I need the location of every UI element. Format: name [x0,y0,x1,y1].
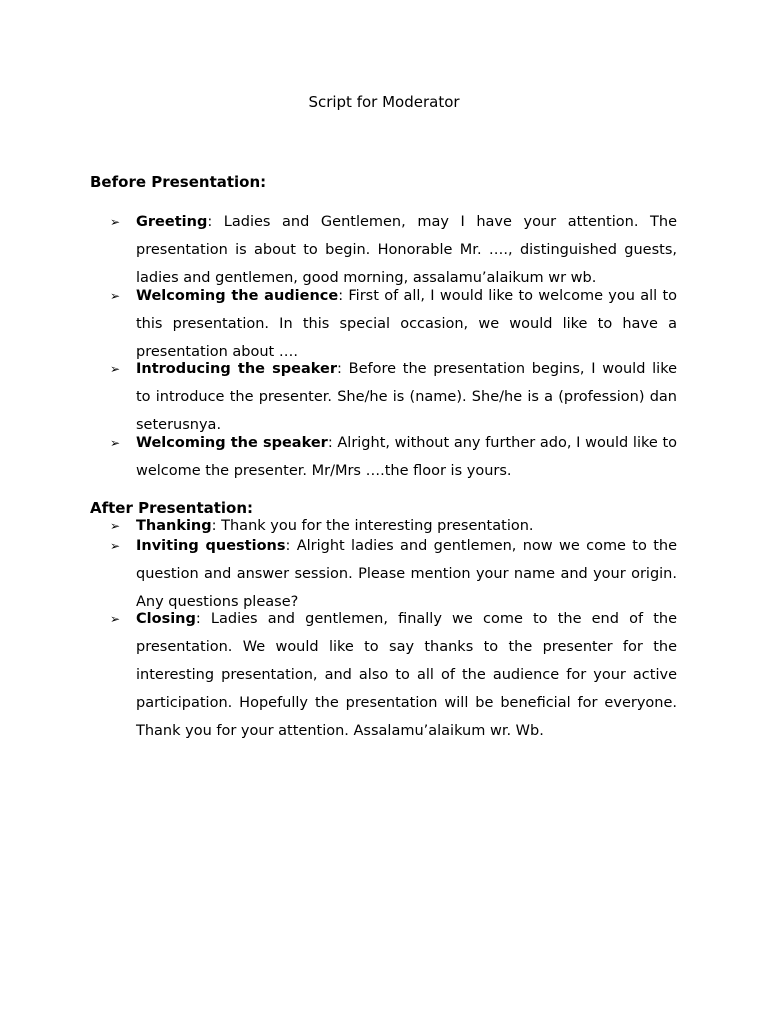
item-body: : Alright ladies and gentlemen, now we come to the question and answer session. Please mention your name and your origin. Any questions please? [136,538,677,610]
item-label: Introducing the speaker [136,361,338,377]
section-heading-before: Before Presentation: [90,173,267,191]
item-body: : Alright, without any further ado, I would like to welcome the presenter. Mr/Mrs ….the floor is yours. [136,435,678,479]
section-heading-after: After Presentation: [90,499,254,517]
item-label: Thanking [136,518,212,534]
list-item-text [136,532,677,616]
item-label: Closing [136,611,196,627]
arrow-bullet-icon: ➢ [110,519,121,533]
item-label: Greeting [136,214,208,230]
item-label: Inviting questions [136,538,286,554]
page-title: Script for Moderator [308,93,460,111]
list-item-text [136,355,677,439]
item-body: : First of all, I would like to welcome you all to this presentation. In this special occasion, we would like to have a presentation about …. [136,288,678,360]
arrow-bullet-icon: ➢ [110,289,121,303]
item-body: : Thank you for the interesting presentation. [211,518,534,534]
list-item-welcoming-speaker [90,433,677,489]
arrow-bullet-icon: ➢ [110,436,121,450]
item-body: : Before the presentation begins, I would like to introduce the presenter. She/he is (name). She/he is a (profession) dan seterusnya. [136,361,677,433]
item-label: Welcoming the audience [136,288,339,304]
list-item-text [136,429,677,485]
list-item-text [136,282,677,366]
list-item-text [136,208,677,292]
arrow-bullet-icon: ➢ [110,362,121,376]
arrow-bullet-icon: ➢ [110,215,121,229]
item-body: : Ladies and gentlemen, finally we come to the end of the presentation. We would like to say thanks to the presenter for the interesting presentation, and also to all of the audience for your active participation. Hopefully the presentation will be beneficial for everyone. Thank you for your attention. Assalamu’alaikum wr. Wb. [136,611,677,739]
arrow-bullet-icon: ➢ [110,539,121,553]
arrow-bullet-icon: ➢ [110,612,121,626]
item-label: Welcoming the speaker [136,435,328,451]
list-item-text [136,605,677,745]
item-body: : Ladies and Gentlemen, may I have your attention. The presentation is about to begin. Honorable Mr. …., distinguished guests, ladies and gentlemen, good morning, assalamu’alaikum wr wb. [136,214,677,286]
list-item-closing [90,609,677,749]
